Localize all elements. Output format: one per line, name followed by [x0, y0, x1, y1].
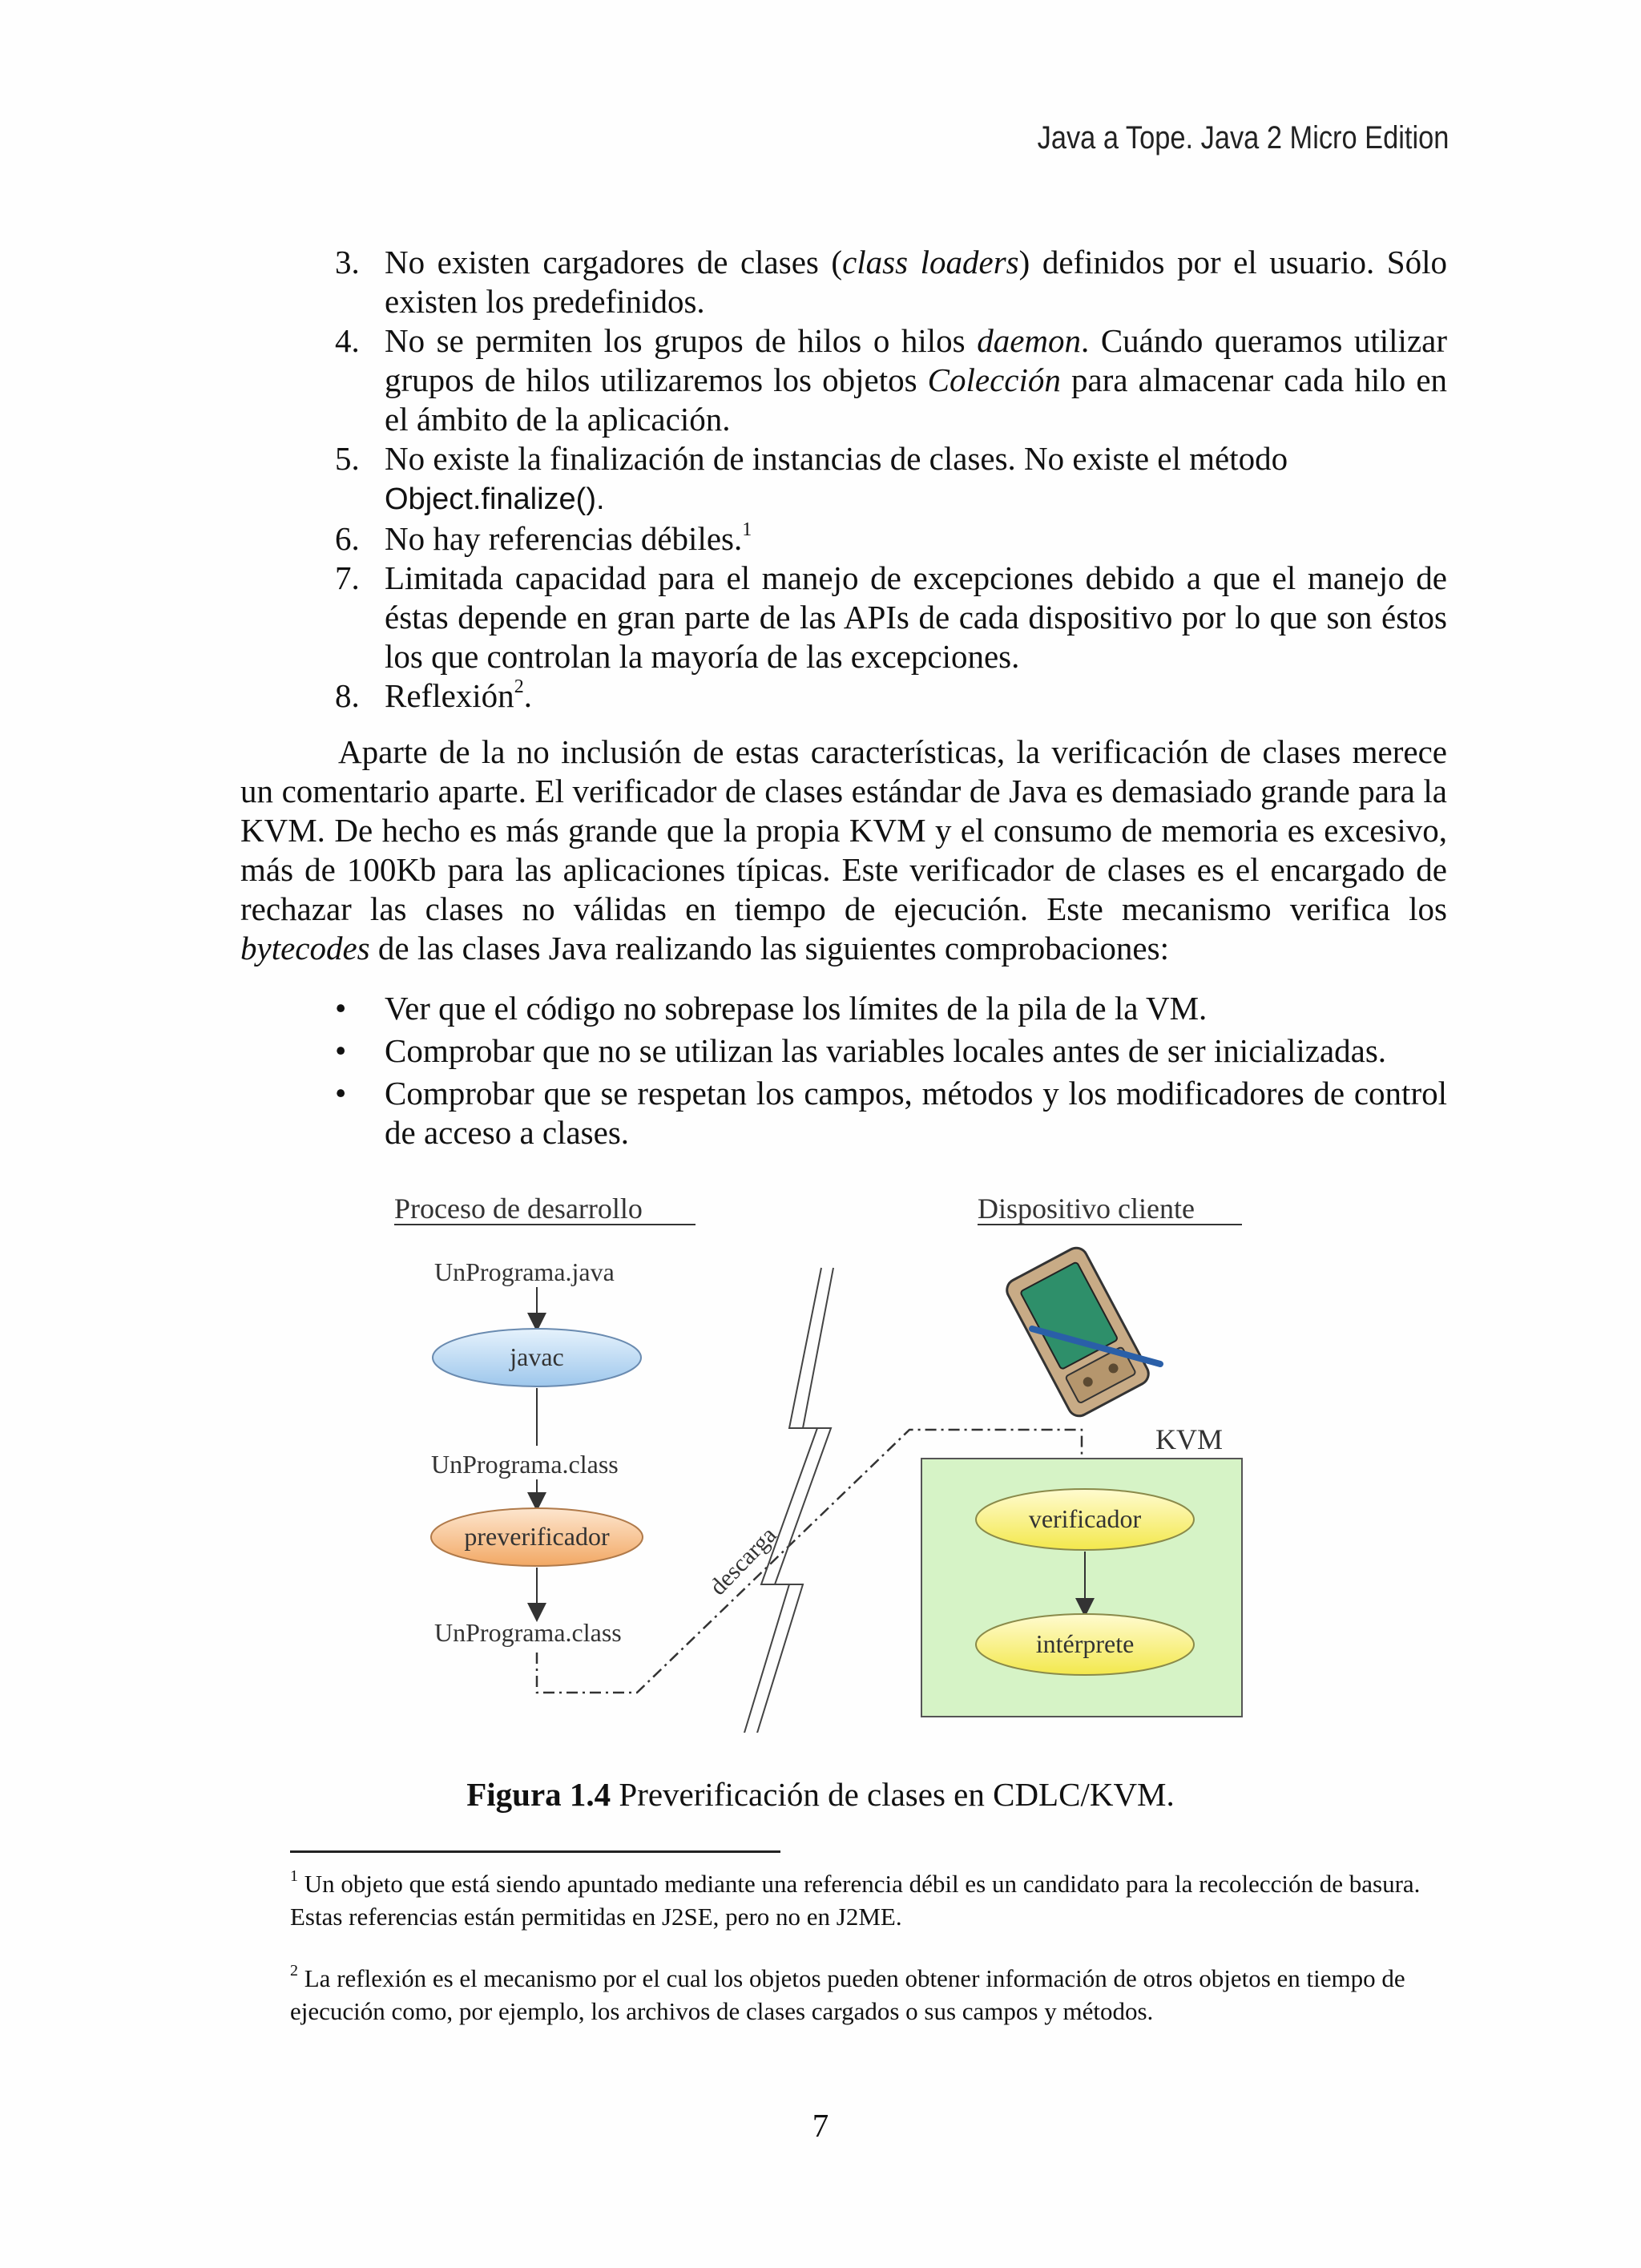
list-number: 8. — [335, 677, 360, 714]
bullet-item — [240, 989, 1447, 1028]
list-item — [240, 519, 1447, 559]
caption-text: Preverificación de clases en CDLC/KVM. — [611, 1776, 1175, 1813]
caption-label: Figura 1.4 — [466, 1776, 611, 1813]
footnote-text: La reflexión es el mecanismo por el cual los objetos pueden obtener información de otros objetos en tiempo de ejecución como, por ejemplo, los archivos de clases cargados o sus campos y métodos. — [290, 1964, 1405, 2025]
kvm-label: KVM — [1155, 1423, 1224, 1455]
bullet-text: Comprobar que se respetan los campos, métodos y los modificadores de control de acceso a clases. — [385, 1075, 1447, 1151]
list-number: 3. — [335, 244, 360, 280]
page-number: 7 — [812, 2107, 829, 2144]
list-text-italic: Colección — [927, 361, 1061, 398]
footnote — [290, 1962, 1452, 2028]
running-header: Java a Tope. Java 2 Micro Edition — [1037, 120, 1449, 155]
list-text-italic: class loaders — [842, 244, 1019, 280]
list-number: 7. — [335, 559, 360, 596]
list-text: ) definidos por el usuario. Sólo existen los predefinidos. — [385, 244, 1447, 320]
class-file-label-1: UnPrograma.class — [431, 1450, 619, 1479]
list-number: 4. — [335, 322, 360, 359]
footnote-separator — [290, 1850, 780, 1853]
list-item — [240, 321, 1447, 439]
preverifier-label: preverificador — [464, 1522, 610, 1551]
list-text: No existe la finalización de instancias de clases. No existe el método — [385, 440, 1288, 477]
list-text: No se permiten los grupos de hilos o hilos — [385, 322, 978, 359]
footnote-mark: 2 — [290, 1962, 298, 1979]
list-text: Reflexión — [385, 677, 514, 714]
network-divider-icon — [755, 1268, 833, 1733]
figure-caption — [0, 1775, 1641, 1814]
bullet-item — [240, 1031, 1447, 1071]
bullet-text: Comprobar que no se utilizan las variables locales antes de ser inicializadas. — [385, 1032, 1387, 1069]
bullet-icon: • — [335, 1075, 347, 1112]
list-item — [240, 559, 1447, 676]
body-paragraph — [240, 732, 1447, 968]
source-file-label: UnPrograma.java — [434, 1257, 615, 1286]
bullet-icon: • — [335, 1032, 347, 1069]
list-text: No hay referencias débiles. — [385, 520, 743, 557]
right-title: Dispositivo cliente — [978, 1193, 1195, 1225]
network-divider-icon — [742, 1268, 821, 1733]
verifier-label: verificador — [1028, 1504, 1142, 1533]
paragraph-text: Aparte de la no inclusión de estas características, la verificación de clases merece un comentario aparte. El verificador de clases estándar de Java es demasiado grande para la KVM. De hecho es más grande que la propia KVM y el consumo de memoria es excesivo, más de 100Kb para las aplicaciones típicas. Este verificador de clases es el encargado de rechazar las clases no válidas en tiempo de ejecución. Este mecanismo verifica los — [240, 733, 1447, 927]
footnote-ref: 2 — [514, 676, 524, 697]
list-text-italic: daemon — [977, 322, 1081, 359]
list-number: 6. — [335, 520, 360, 557]
bullet-text: Ver que el código no sobrepase los límites de la pila de la VM. — [385, 990, 1208, 1027]
bullet-item — [240, 1074, 1447, 1152]
list-text: Limitada capacidad para el manejo de excepciones debido a que el manejo de éstas depende en gran parte de las APIs de cada dispositivo por lo que son éstos los que controlan la mayoría de las excepciones. — [385, 559, 1447, 675]
list-item — [240, 439, 1447, 519]
footnote-mark: 1 — [290, 1867, 298, 1885]
footnote-text: Un objeto que está siendo apuntado mediante una referencia débil es un candidato para la recolección de basura. Estas referencias están permitidas en J2SE, pero no en J2ME. — [290, 1870, 1421, 1931]
javac-label: javac — [510, 1342, 564, 1371]
footnote-ref: 1 — [742, 519, 752, 540]
list-text: . Cuándo queramos utilizar grupos de hilos utilizaremos los objetos — [385, 322, 1447, 398]
bullet-icon: • — [335, 990, 347, 1027]
preverification-diagram — [385, 1188, 1282, 1733]
list-item — [240, 243, 1447, 321]
footnote — [290, 1867, 1452, 1933]
list-text: No existen cargadores de clases ( — [385, 244, 843, 280]
paragraph-italic: bytecodes — [240, 930, 370, 967]
list-number: 5. — [335, 440, 360, 477]
download-label: descarga — [704, 1521, 782, 1600]
interpreter-label: intérprete — [1035, 1629, 1135, 1658]
restrictions-list — [240, 243, 1447, 716]
left-title: Proceso de desarrollo — [394, 1193, 643, 1225]
checks-list — [240, 989, 1447, 1156]
class-file-label-2: UnPrograma.class — [434, 1618, 622, 1647]
paragraph-text: de las clases Java realizando las siguientes comprobaciones: — [369, 930, 1169, 967]
list-item — [240, 676, 1447, 716]
list-text: para almacenar cada hilo en el ámbito de la aplicación. — [385, 361, 1448, 438]
code-method: Object.finalize(). — [385, 482, 605, 516]
pda-device-icon — [1003, 1244, 1152, 1419]
list-text: . — [523, 677, 532, 714]
